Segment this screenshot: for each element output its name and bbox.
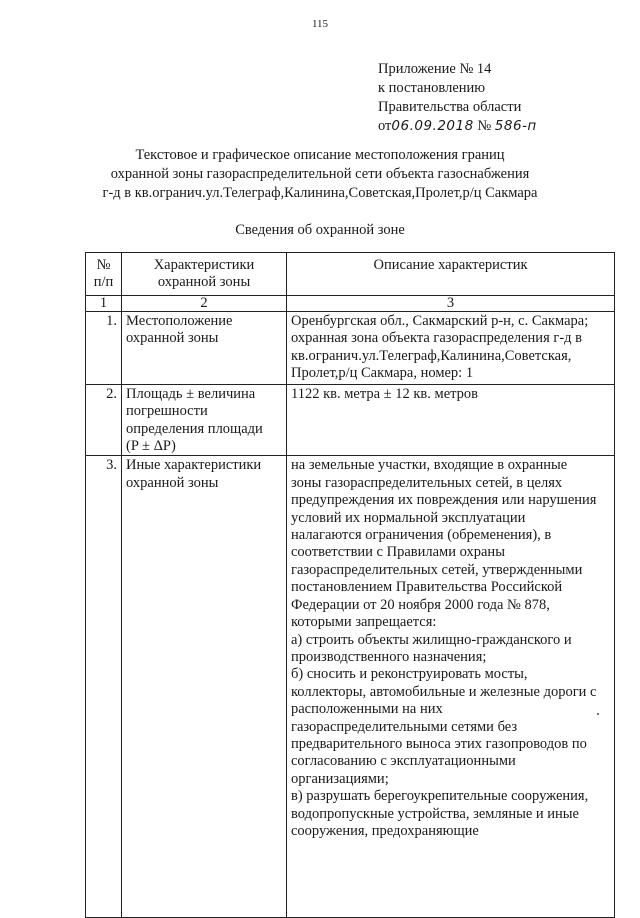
handwritten-date: 06.09.2018 — [391, 118, 474, 134]
document-title — [40, 146, 600, 203]
table-header-row — [86, 253, 615, 296]
row-number: 2. — [86, 384, 122, 456]
row-number: 3. — [86, 456, 122, 918]
appendix-line-1: Приложение № 14 — [378, 61, 492, 77]
table-row — [86, 384, 615, 456]
number-label: № — [477, 118, 492, 134]
appendix-line-3: Правительства области — [378, 99, 522, 115]
row-characteristic: Площадь ± величина погрешности определения площади (P ± ΔP) — [122, 384, 287, 456]
zone-info-table — [85, 252, 615, 918]
row-description: на земельные участки, входящие в охранные зоны газораспределительных сетей, в целях предупреждения их повреждения или нарушения условий их нормальной эксплуатации налагаются ограничения (обременения), в соответствии с Правилами охраны газораспределительных сетей, утвержденными постановлением Правительства Российской Федерации от 20 ноября 2000 года № 878, которыми запрещается: а) строить объекты жилищно-гражданского и производственного назначения; б) сносить и реконструировать мосты, коллекторы, автомобильные и железные дороги с расположенными на них газораспределительными сетями без предварительного выноса этих газопроводов по согласованию с эксплуатационными организациями; в) разрушать берегоукрепительные сооружения, водопропускные устройства, земляные и иные сооружения, предохраняющие — [287, 456, 615, 918]
table-row — [86, 311, 615, 384]
header-description: Описание характеристик — [287, 253, 615, 296]
column-number: 2 — [122, 295, 287, 311]
header-characteristics: Характеристики охранной зоны — [122, 253, 287, 296]
title-line-3: г-д в кв.огранич.ул.Телеграф,Калинина,Советская,Пролет,р/ц Сакмара — [102, 185, 538, 201]
appendix-line-2: к постановлению — [378, 80, 486, 96]
appendix-block — [378, 60, 537, 136]
handwritten-number: 586-п — [494, 118, 537, 134]
appendix-date-line — [378, 117, 537, 136]
title-line-2: охранной зоны газораспределительной сети объекта газоснабжения — [110, 166, 530, 182]
row-characteristic: Иные характеристики охранной зоны — [122, 456, 287, 918]
row-characteristic: Местоположение охранной зоны — [122, 311, 287, 384]
table-row — [86, 456, 615, 918]
header-num: № п/п — [86, 253, 122, 296]
title-line-1: Текстовое и графическое описание местоположения границ — [135, 147, 505, 163]
from-label: от — [378, 118, 392, 134]
column-number: 3 — [287, 295, 615, 311]
scan-dot-mark — [597, 713, 599, 715]
column-number: 1 — [86, 295, 122, 311]
row-description: 1122 кв. метра ± 12 кв. метров — [287, 384, 615, 456]
row-number: 1. — [86, 311, 122, 384]
table-column-numbers-row — [86, 295, 615, 311]
section-title: Сведения об охранной зоне — [235, 222, 405, 238]
row-description: Оренбургская обл., Сакмарский р-н, с. Сакмара; охранная зона объекта газораспределения г-д в кв.огранич.ул.Телеграф,Калинина,Советская, Пролет,р/ц Сакмара, номер: 1 — [287, 311, 615, 384]
page-number: 115 — [311, 18, 329, 30]
